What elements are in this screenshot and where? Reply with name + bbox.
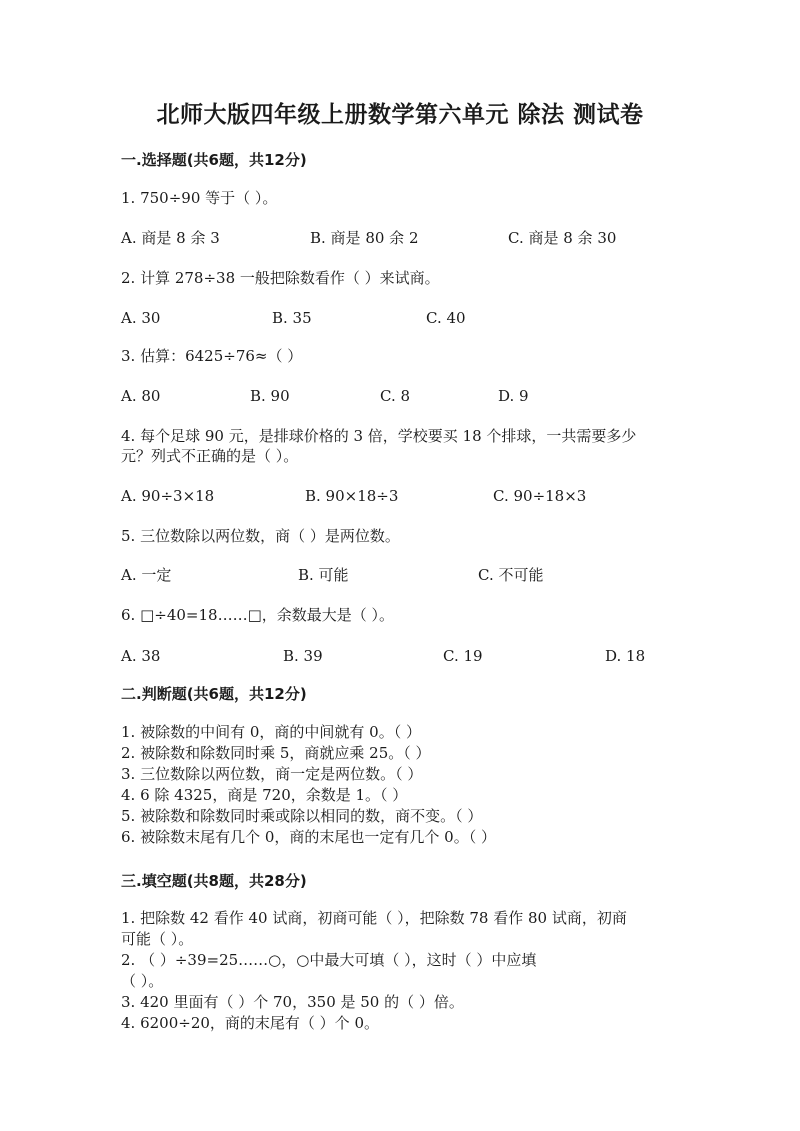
question-3-option-a: A. 80 [121,387,161,405]
question-4-stem-line1: 4. 每个足球 90 元，是排球价格的 3 倍，学校要买 18 个排球，一共需要多少 [121,427,637,445]
question-1-option-b: B. 商是 80 余 2 [310,229,419,247]
question-2-option-b: B. 35 [272,309,312,327]
question-1-option-c: C. 商是 8 余 30 [508,229,617,247]
question-2-stem: 2. 计算 278÷38 一般把除数看作（ ）来试商。 [121,269,440,287]
question-3-option-c: C. 8 [380,387,411,405]
judgment-item-5: 5. 被除数和除数同时乘或除以相同的数，商不变。（ ） [121,807,483,825]
fill-item-1-line2: 可能（ ）。 [121,930,194,948]
question-5-option-a: A. 一定 [121,566,172,584]
question-6-stem: 6. □÷40=18……□，余数最大是（ ）。 [121,606,395,624]
section-heading-fill: 三.填空题(共8题，共28分) [121,872,307,890]
judgment-item-4: 4. 6 除 4325，商是 720，余数是 1。（ ） [121,786,408,804]
fill-item-4: 4. 6200÷20，商的末尾有（ ）个 0。 [121,1014,379,1032]
judgment-item-2: 2. 被除数和除数同时乘 5，商就应乘 25。（ ） [121,744,431,762]
question-4-option-b: B. 90×18÷3 [305,487,399,505]
judgment-item-3: 3. 三位数除以两位数，商一定是两位数。（ ） [121,765,423,783]
judgment-item-1: 1. 被除数的中间有 0，商的中间就有 0。（ ） [121,723,421,741]
section-heading-judgment: 二.判断题(共6题，共12分) [121,685,307,703]
fill-item-2-line1: 2. （ ）÷39=25……○，○中最大可填（ ），这时（ ）中应填 [121,951,537,969]
question-2-option-c: C. 40 [426,309,466,327]
fill-item-3: 3. 420 里面有（ ）个 70，350 是 50 的（ ）倍。 [121,993,464,1011]
section-heading-choice: 一.选择题(共6题，共12分) [121,151,307,169]
judgment-item-6: 6. 被除数末尾有几个 0，商的末尾也一定有几个 0。（ ） [121,828,496,846]
question-6-option-d: D. 18 [605,647,646,665]
question-5-stem: 5. 三位数除以两位数，商（ ）是两位数。 [121,527,400,545]
question-1-stem: 1. 750÷90 等于（ ）。 [121,189,278,207]
question-6-option-c: C. 19 [443,647,483,665]
question-4-option-a: A. 90÷3×18 [121,487,215,505]
question-5-option-c: C. 不可能 [478,566,544,584]
fill-item-1-line1: 1. 把除数 42 看作 40 试商，初商可能（ ），把除数 78 看作 80 试商，初商 [121,909,627,927]
question-5-option-b: B. 可能 [298,566,349,584]
question-3-option-d: D. 9 [498,387,529,405]
question-4-option-c: C. 90÷18×3 [493,487,587,505]
worksheet-title: 北师大版四年级上册数学第六单元 除法 测试卷 [156,102,644,128]
question-4-stem-line2: 元？列式不正确的是（ ）。 [121,447,299,465]
question-2-option-a: A. 30 [121,309,161,327]
question-6-option-a: A. 38 [121,647,161,665]
question-3-option-b: B. 90 [250,387,290,405]
question-1-option-a: A. 商是 8 余 3 [121,229,220,247]
question-6-option-b: B. 39 [283,647,323,665]
question-3-stem: 3. 估算：6425÷76≈（ ） [121,347,303,365]
fill-item-2-line2: （ ）。 [121,972,164,990]
